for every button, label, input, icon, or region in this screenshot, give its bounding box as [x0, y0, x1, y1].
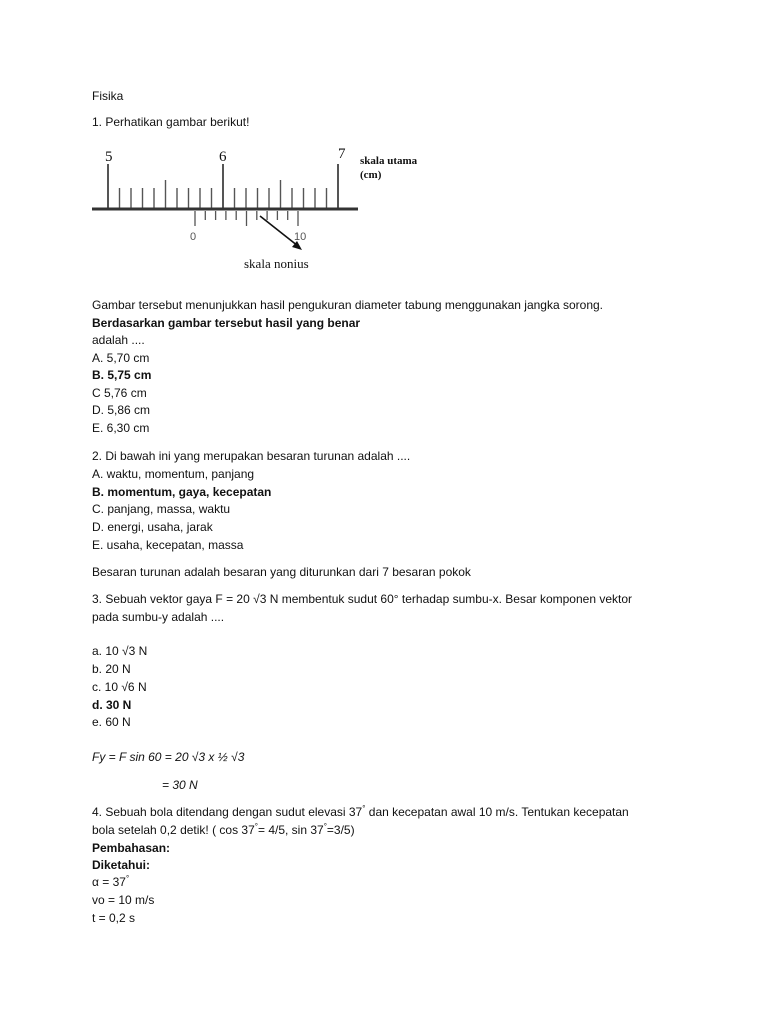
pointer-arrow	[260, 216, 298, 246]
q4-t: t = 0,2 s	[92, 911, 136, 925]
q4-diketahui: Diketahui:	[92, 858, 151, 872]
main-scale-title: skala utama	[360, 155, 418, 167]
q2-option-a: A. waktu, momentum, panjang	[92, 467, 255, 481]
vernier-caliper-figure	[88, 140, 418, 275]
q1-option-c: C 5,76 cm	[92, 386, 147, 400]
q1-option-d: D. 5,86 cm	[92, 403, 151, 417]
q2-option-b: B. momentum, gaya, kecepatan	[92, 485, 272, 499]
main-label-7: 7	[338, 146, 346, 162]
q3-solution-1: Fy = F sin 60 = 20 √3 x ½ √3	[92, 750, 245, 764]
degree-mark: °	[125, 874, 130, 883]
degree-mark: °	[362, 804, 366, 813]
q3-option-a: a. 10 √3 N	[92, 644, 148, 658]
q1-intro: 1. Perhatikan gambar berikut!	[92, 115, 250, 129]
main-label-6: 6	[219, 149, 227, 165]
q1-option-a: A. 5,70 cm	[92, 351, 150, 365]
main-scale-ticks	[108, 164, 338, 209]
q4-pembahasan: Pembahasan:	[92, 841, 171, 855]
q4-line-2: bola setelah 0,2 detik! ( cos 37°= 4/5, sin 37°=3/5)	[92, 822, 355, 837]
q1-text-3: adalah ....	[92, 333, 145, 347]
vernier-scale-ticks	[195, 211, 298, 226]
q3-line-2: pada sumbu-y adalah ....	[92, 610, 225, 624]
subject-title: Fisika	[92, 89, 124, 103]
q1-text-2: Berdasarkan gambar tersebut hasil yang benar	[92, 316, 361, 330]
degree-mark: °	[323, 822, 327, 831]
q2-option-d: D. energi, usaha, jarak	[92, 520, 213, 534]
main-label-5: 5	[105, 149, 113, 165]
vernier-label-0: 0	[190, 231, 197, 243]
main-scale-unit: (cm)	[360, 169, 382, 181]
q3-option-d: d. 30 N	[92, 698, 132, 712]
q3-option-e: e. 60 N	[92, 715, 131, 729]
q4-alpha: α = 37°	[92, 874, 130, 889]
q2-option-e: E. usaha, kecepatan, massa	[92, 538, 244, 552]
q3-option-b: b. 20 N	[92, 662, 131, 676]
q3-solution-2: = 30 N	[162, 778, 198, 792]
degree-mark: °	[254, 822, 258, 831]
q1-option-b: B. 5,75 cm	[92, 368, 152, 382]
q4-vo: vo = 10 m/s	[92, 893, 155, 907]
vernier-scale-title: skala nonius	[244, 256, 309, 271]
q3-option-c: c. 10 √6 N	[92, 680, 147, 694]
vernier-label-10: 10	[294, 231, 307, 243]
q2-note: Besaran turunan adalah besaran yang diturunkan dari 7 besaran pokok	[92, 565, 471, 579]
q3-line-1: 3. Sebuah vektor gaya F = 20 √3 N membentuk sudut 60° terhadap sumbu-x. Besar komponen vektor	[92, 592, 633, 606]
q1-text-1: Gambar tersebut menunjukkan hasil pengukuran diameter tabung menggunakan jangka sorong.	[92, 298, 603, 312]
q4-line-1: 4. Sebuah bola ditendang dengan sudut elevasi 37° dan kecepatan awal 10 m/s. Tentukan kecepatan	[92, 804, 629, 819]
q1-option-e: E. 6,30 cm	[92, 421, 150, 435]
q2-option-c: C. panjang, massa, waktu	[92, 502, 231, 516]
q2-question: 2. Di bawah ini yang merupakan besaran turunan adalah ....	[92, 449, 411, 463]
